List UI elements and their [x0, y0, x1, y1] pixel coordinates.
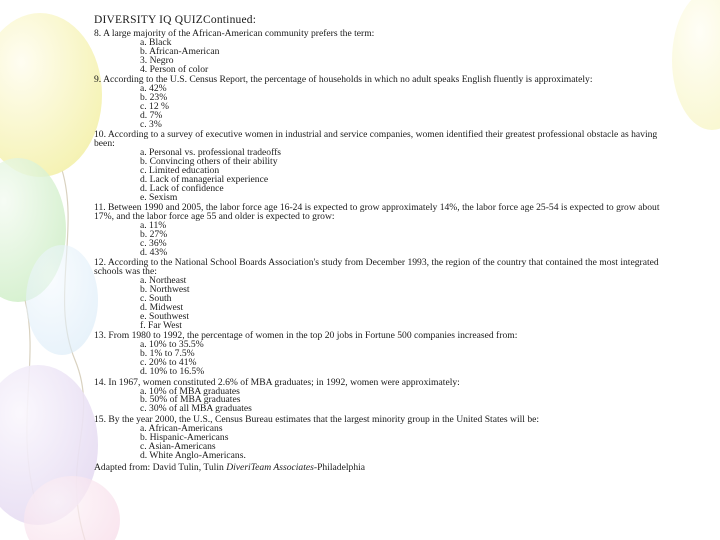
answer-option: c. 36%	[140, 238, 167, 250]
answer-option: a. 10% of MBA graduates	[140, 385, 240, 397]
answer-option: 4. Person of color	[140, 63, 209, 75]
answer-option: f. Far West	[140, 320, 182, 332]
answer-option: c. 20% to 41%	[140, 357, 197, 369]
question-9	[94, 76, 664, 130]
question-15	[94, 413, 664, 461]
question-text: 14. In 1967, women constituted 2.6% of MBA graduates; in 1992, women were approximately:	[94, 376, 460, 388]
answer-option: e. Southwest	[140, 311, 190, 323]
answer-option: a. 11%	[140, 220, 167, 232]
answer-option: 3. Negro	[140, 54, 174, 66]
question-11	[94, 204, 664, 258]
answer-option: c. 30% of all MBA graduates	[140, 403, 252, 415]
answer-option: a. 42%	[140, 83, 167, 95]
yellow-balloon	[0, 13, 102, 177]
question-text: 11. Between 1990 and 2005, the labor force age 16-24 is expected to grow approximately 14%, the labor force age 25-54 is expected to grow about 17%, and the labor force age 55 and older is expected to grow:	[94, 202, 660, 223]
answer-option: d. White Anglo-Americans.	[140, 449, 246, 461]
question-13	[94, 332, 664, 377]
question-text: 13. From 1980 to 1992, the percentage of women in the top 20 jobs in Fortune 500 companies increased from:	[94, 330, 518, 342]
answer-option: b. 27%	[140, 229, 168, 241]
answer-option: c. 3%	[140, 118, 162, 130]
answer-option: b. Convincing others of their ability	[140, 156, 278, 168]
answer-option: b. Hispanic-Americans	[140, 431, 229, 443]
question-text: 15. By the year 2000, the U.S., Census Bureau estimates that the largest minority group in the United States will be:	[94, 413, 540, 425]
answer-option: d. Lack of managerial experience	[140, 174, 269, 186]
question-text: 8. A large majority of the African-American community prefers the term:	[94, 28, 375, 39]
answer-option: b. 1% to 7.5%	[140, 348, 195, 360]
answer-option: b. African-American	[140, 45, 220, 57]
credit-suffix: -Philadelphia	[313, 461, 366, 473]
answer-option: b. 23%	[140, 92, 168, 104]
answer-option: a. 10% to 35.5%	[140, 339, 204, 351]
question-text: 12. According to the National School Boards Association's study from December 1993, the region of the country that contained the most integrated schools was the:	[94, 257, 659, 278]
answer-option: a. Northeast	[140, 275, 187, 287]
answer-option: b. Northwest	[140, 284, 190, 296]
question-8	[94, 30, 664, 75]
answer-option: c. Asian-Americans	[140, 440, 216, 452]
question-12	[94, 259, 664, 331]
answer-option: a. African-Americans	[140, 422, 223, 434]
question-text: 9. According to the U.S. Census Report, the percentage of households in which no adult speaks English fluently is approximately:	[94, 74, 593, 86]
answer-option: d. Midwest	[140, 302, 184, 314]
answer-option: a. Black	[140, 36, 172, 48]
answer-option: a. Personal vs. professional tradeoffs	[140, 147, 282, 159]
answer-option: d. 7%	[140, 109, 163, 121]
blue-balloon	[26, 245, 98, 355]
answer-option: d. 10% to 16.5%	[140, 366, 205, 378]
question-text: 10. According to a survey of executive women in industrial and service companies, women identified their greatest professional obstacle as having been:	[94, 129, 658, 150]
answer-option: b. 50% of MBA graduates	[140, 394, 241, 406]
question-list	[94, 30, 664, 461]
answer-option: d. Lack of confidence	[140, 182, 224, 194]
yellow-balloon-right	[672, 0, 720, 130]
question-10	[94, 131, 664, 203]
quiz-document	[94, 14, 664, 472]
credit-company: DiveriTeam Associates	[226, 461, 314, 473]
answer-option: d. 43%	[140, 247, 168, 259]
question-14	[94, 376, 664, 415]
credit-prefix: Adapted from: David Tulin, Tulin	[94, 461, 227, 473]
quiz-title: DIVERSITY IQ QUIZContinued:	[94, 14, 257, 26]
answer-option: e. Sexism	[140, 191, 178, 203]
answer-option: c. South	[140, 293, 172, 305]
answer-option: c. Limited education	[140, 165, 220, 177]
credit-line	[94, 461, 664, 473]
answer-option: c. 12 %	[140, 101, 170, 113]
